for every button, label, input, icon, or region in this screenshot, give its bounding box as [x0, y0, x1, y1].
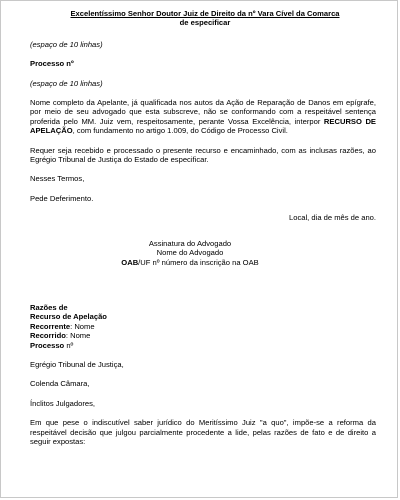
oab-line — [70, 258, 310, 267]
razoes-title-2: Recurso de Apelação — [30, 312, 107, 322]
pede-deferimento: Pede Deferimento. — [30, 193, 94, 203]
closing-paragraph: Em que pese o indiscutível saber jurídico do Meritíssimo Juiz "a quo", impõe-se a reforma da respeitável decisão que julgou parcialmente procedente a lide, pelas razões de fato e de direito a seguir expostas: — [30, 418, 376, 446]
recorrido-line — [30, 331, 376, 340]
recorrente-label: Recorrente — [30, 321, 71, 331]
lawyer-name: Nome do Advogado — [156, 248, 224, 258]
egregio-line: Egrégio Tribunal de Justiça, — [30, 359, 124, 369]
title-line-1: Excelentíssimo Senhor Doutor Juiz de Direito da nº Vara Cível da Comarca — [70, 9, 340, 18]
signature-block — [70, 239, 310, 267]
appeal-name: RECURSO DE APELAÇÃO — [30, 116, 377, 136]
request-paragraph: Requer seja recebido e processado o presente recurso e encaminhado, com as inclusas razões, ao Egrégio Tribunal de Justiça do Estado de especificar. — [30, 145, 376, 165]
processo-line — [30, 341, 376, 350]
local-date: Local, dia de mês de ano. — [289, 213, 376, 223]
processo-label: Processo — [30, 340, 65, 350]
oab-label: OAB — [121, 257, 139, 267]
intro-text-after: , com fundamento no artigo 1.009, do Código de Processo Civil. — [72, 126, 288, 136]
oab-number: /UF nº número da inscrição na OAB — [138, 257, 259, 267]
process-label: Processo nº — [30, 59, 74, 69]
recorrente-line — [30, 322, 376, 331]
intro-text-before: Nome completo da Apelante, já qualificada nos autos da Ação de Reparação de Danos em epígrafe, por meio de seu advogado que esta subscreve, não se conformando com a respeitável sentença proferida pelo MM. Juiz vem, respeitosamente, perante Vossa Excelência, interpor — [30, 98, 376, 126]
processo-value: nº — [64, 340, 74, 350]
nesses-termos: Nesses Termos, — [30, 174, 85, 184]
recorrente-value: : Nome — [70, 321, 95, 331]
razoes-header — [30, 303, 376, 350]
recorrido-label: Recorrido — [30, 331, 66, 341]
title-line-2: de especificar — [179, 18, 231, 28]
recorrido-value: : Nome — [65, 331, 91, 341]
razoes-title-1: Razões de — [30, 302, 68, 312]
inclitos-line: Ínclitos Julgadores, — [30, 398, 96, 408]
document-body — [30, 9, 376, 446]
spacing-note-1: (espaço de 10 linhas) — [30, 39, 103, 49]
intro-paragraph — [30, 98, 376, 136]
colenda-line: Colenda Câmara, — [30, 379, 90, 389]
spacing-note-2: (espaço de 10 linhas) — [30, 78, 103, 88]
document-title — [50, 9, 360, 28]
signature-line: Assinatura do Advogado — [148, 238, 232, 248]
